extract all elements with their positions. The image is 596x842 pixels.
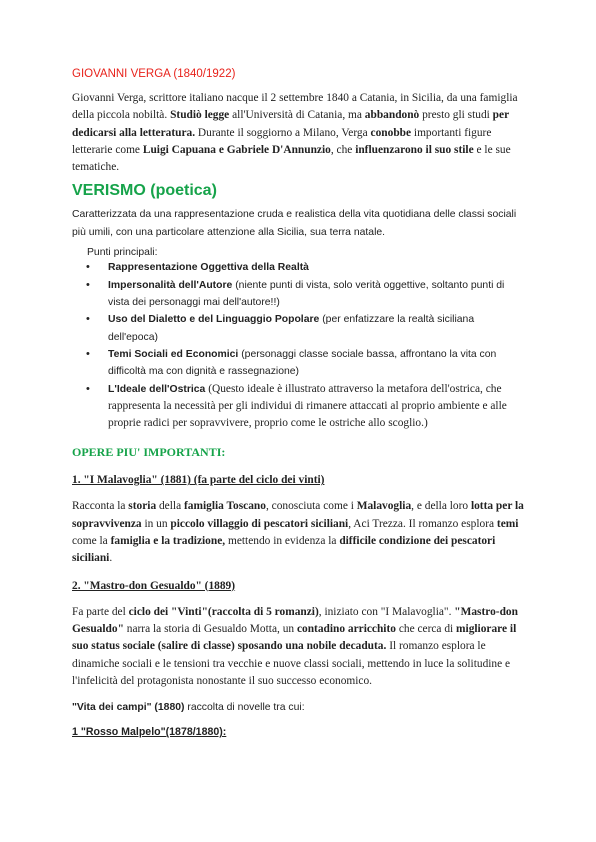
point-text: (niente punti di vista, solo verità oggettive, soltanto punti di vista dei personaggi mai dell'autore!!) [108, 279, 505, 309]
work-text: mettendo in evidenza la [225, 535, 340, 548]
bullet-icon: • [86, 313, 90, 326]
points-list [72, 259, 524, 432]
bio-text: Durante il soggiorno a Milano, Verga [195, 126, 371, 139]
point-title: Rappresentazione Oggettiva della Realtà [108, 262, 309, 274]
work-bold: lotta per la sopravvivenza [72, 500, 524, 530]
verismo-intro: Caratterizzata da una rappresentazione cruda e realistica della vita quotidiana delle classi sociali più umili, con una particolare attenzione alla Sicilia, sua terra natale. [72, 209, 517, 238]
work-text: come la [72, 535, 111, 548]
bio-text: e le sue tematiche. [72, 143, 511, 174]
bullet-icon: • [86, 382, 90, 395]
work-text: , Aci Trezza. Il romanzo esplora [348, 517, 497, 530]
work-bold: storia [128, 500, 157, 513]
list-item [72, 259, 524, 276]
point-text: (per enfatizzare la realtà siciliana dell'epoca) [108, 314, 475, 343]
bio-bold: conobbe [370, 126, 412, 139]
work-bold: contadino arricchito [296, 622, 396, 635]
point-title: L'Ideale dell'Ostrica [108, 383, 206, 395]
bullet-icon: • [86, 261, 90, 274]
work-text: , e della loro [411, 500, 471, 513]
rosso-malpelo-title: 1 "Rosso Malpelo"(1878/1880): [72, 726, 227, 739]
work-bold: difficile condizione dei pescatori siciliani [72, 535, 496, 565]
verismo-heading: VERISMO (poetica) [72, 182, 217, 200]
work-text: Fa parte del [72, 605, 129, 618]
document-page [72, 68, 524, 738]
work-text: narra la storia di Gesualdo Motta, un [123, 622, 297, 635]
bio-bold: Luigi Capuana e Gabriele D'Annunzio [142, 143, 331, 156]
list-item [72, 311, 524, 346]
point-title: Temi Sociali ed Economici [108, 348, 239, 360]
work-bold: piccolo villaggio di pescatori siciliani [170, 517, 349, 530]
work-text: , conosciuta come i [265, 500, 357, 513]
bullet-icon: • [86, 347, 90, 360]
gesualdo-paragraph [72, 604, 524, 690]
bio-paragraph [72, 90, 524, 176]
list-item [72, 277, 524, 312]
point-title: Impersonalità dell'Autore [108, 279, 233, 291]
work-bold: migliorare il suo status sociale (salire di classe) sposando una nobile decaduta. [72, 622, 517, 653]
bullet-icon: • [86, 278, 90, 291]
work-text: Il romanzo esplora le dinamiche sociali e le tensioni tra vecchie e nuove classi sociali, mettendo in luce la solitudine e l'infelicità del protagonista nonostante il suo successo economico. [72, 640, 511, 687]
bio-bold: per dedicarsi alla letteratura. [72, 109, 509, 139]
bio-text: presto gli studi [419, 109, 493, 122]
work-bold: temi [496, 517, 519, 530]
vita-text: raccolta di novelle tra cui: [184, 702, 305, 714]
work-text: in un [141, 517, 171, 530]
work-bold: Malavoglia [356, 500, 412, 513]
work-text: che cerca di [395, 622, 457, 635]
bio-text: , che [330, 143, 356, 156]
work-bold: "Mastro-don Gesualdo" [72, 605, 518, 635]
page-title: GIOVANNI VERGA (1840/1922) [72, 68, 236, 80]
bio-bold: influenzarono il suo stile [355, 143, 474, 156]
work-bold: famiglia Toscano [183, 500, 266, 513]
work-text: . [109, 552, 113, 565]
bio-bold: abbandonò [364, 109, 420, 122]
work-text: , iniziato con "I Malavoglia". [318, 605, 455, 618]
work-text: Racconta la [72, 500, 129, 513]
bio-bold: Studiò legge [170, 109, 230, 122]
malavoglia-paragraph [72, 498, 524, 567]
vita-title: "Vita dei campi" (1880) [72, 702, 185, 714]
bio-text: Giovanni Verga, scrittore italiano nacque il 2 settembre 1840 a Catania, in Sicilia, da una famiglia della piccola nobiltà. [72, 92, 518, 122]
bio-text: all'Università di Catania, ma [229, 109, 365, 122]
work-bold: famiglia e la tradizione, [110, 535, 226, 548]
vita-dei-campi-line [72, 702, 524, 713]
list-item [72, 381, 524, 433]
list-item [72, 346, 524, 381]
point-text: (Questo ideale è illustrato attraverso la metafora dell'ostrica, che rappresenta la necessità per gli individui di rimanere attaccati al proprio ambiente e alle proprie radici per sopravvivere, proprio come le ostriche allo scoglio.) [108, 382, 507, 430]
point-title: Uso del Dialetto e del Linguaggio Popolare [108, 314, 320, 326]
bio-text: importanti figure letterarie come [72, 126, 492, 156]
work-bold: ciclo dei "Vinti"(raccolta di 5 romanzi) [128, 605, 319, 618]
work-text: della [156, 500, 184, 513]
points-heading: Punti principali: [87, 247, 158, 259]
opere-heading: OPERE PIU' IMPORTANTI: [72, 445, 226, 460]
point-text: (personaggi classe sociale bassa, affrontano la vita con difficoltà ma con dignità e rassegnazione) [108, 348, 497, 378]
work-title-malavoglia: 1. "I Malavoglia" (1881) (fa parte del ciclo dei vinti) [72, 474, 325, 487]
work-title-mastro-don-gesualdo: 2. "Mastro-don Gesualdo" (1889) [72, 579, 236, 592]
